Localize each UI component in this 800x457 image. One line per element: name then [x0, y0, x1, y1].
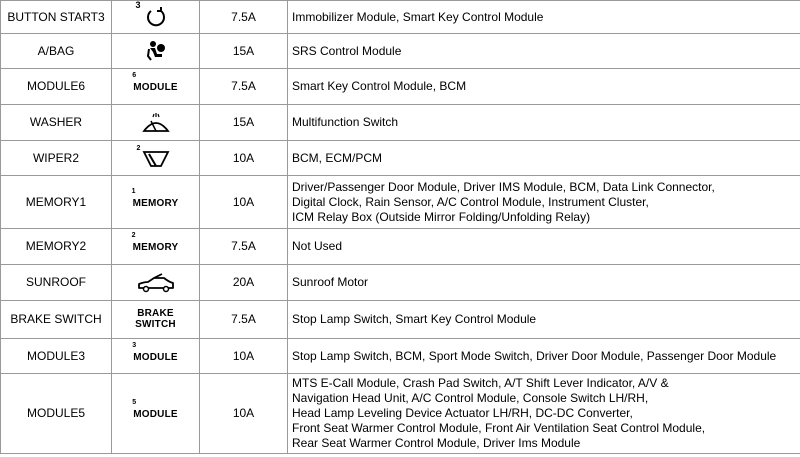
table-row — [1, 374, 800, 454]
fuse-amperage: 10A — [200, 339, 288, 374]
fuse-description: Sunroof Motor — [288, 265, 800, 301]
fuse-name: MEMORY1 — [1, 176, 112, 229]
fuse-name: BRAKE SWITCH — [1, 301, 112, 339]
table-row — [1, 1, 800, 34]
fuse-amperage: 7.5A — [200, 69, 288, 105]
fuse-name: A/BAG — [1, 34, 112, 69]
fuse-name: MODULE6 — [1, 69, 112, 105]
table-row — [1, 229, 800, 265]
table-row — [1, 176, 800, 229]
fuse-name: MODULE5 — [1, 374, 112, 454]
fuse-name: BUTTON START3 — [1, 1, 112, 34]
fuse-name: WIPER2 — [1, 141, 112, 176]
fuse-amperage: 20A — [200, 265, 288, 301]
windshield-wiper-icon: 2 — [141, 148, 171, 168]
fuse-symbol: 3 MODULE — [112, 339, 200, 374]
fuse-amperage: 10A — [200, 141, 288, 176]
fuse-symbol: 5 MODULE — [112, 374, 200, 454]
fuse-description: Multifunction Switch — [288, 105, 800, 141]
fuse-name: WASHER — [1, 105, 112, 141]
fuse-description: SRS Control Module — [288, 34, 800, 69]
table-row — [1, 69, 800, 105]
fuse-name: MEMORY2 — [1, 229, 112, 265]
fuse-symbol: 6 MODULE — [112, 69, 200, 105]
windshield-washer-icon — [142, 112, 170, 134]
table-row — [1, 339, 800, 374]
power-circle-arrow-icon: 3 — [145, 6, 167, 28]
fuse-symbol: 2 MEMORY — [112, 229, 200, 265]
fuse-description: Stop Lamp Switch, Smart Key Control Module — [288, 301, 800, 339]
fuse-description: Smart Key Control Module, BCM — [288, 69, 800, 105]
fuse-description: Stop Lamp Switch, BCM, Sport Mode Switch, Driver Door Module, Passenger Door Module — [288, 339, 800, 374]
fuse-symbol: 1 MEMORY — [112, 176, 200, 229]
fuse-amperage: 7.5A — [200, 1, 288, 34]
fuse-symbol — [112, 1, 200, 34]
sunroof-car-icon — [136, 273, 176, 293]
fuse-symbol — [112, 105, 200, 141]
fuse-description: Immobilizer Module, Smart Key Control Module — [288, 1, 800, 34]
fuse-amperage: 15A — [200, 105, 288, 141]
table-row — [1, 105, 800, 141]
table-row — [1, 34, 800, 69]
fuse-name: MODULE3 — [1, 339, 112, 374]
table-row — [1, 265, 800, 301]
fuse-description: BCM, ECM/PCM — [288, 141, 800, 176]
airbag-person-icon — [145, 40, 167, 62]
fuse-description: Driver/Passenger Door Module, Driver IMS Module, BCM, Data Link Connector, Digital Clock, Rain Sensor, A/C Control Module, Instrument Cluster, ICM Relay Box (Outside Mirror Folding/Unfolding Relay) — [288, 176, 800, 229]
fuse-amperage: 10A — [200, 176, 288, 229]
fuse-amperage: 10A — [200, 374, 288, 454]
fuse-description: MTS E-Call Module, Crash Pad Switch, A/T Shift Lever Indicator, A/V & Navigation Head Unit, A/C Control Module, Console Switch LH/RH, Head Lamp Leveling Device Actuator LH/RH, DC-DC Converter, Front Seat Warmer Control Module, Front Air Ventilation Seat Control Module, Rear Seat Warmer Control Module, Driver Ims Module — [288, 374, 800, 454]
fuse-amperage: 7.5A — [200, 301, 288, 339]
fuse-amperage: 15A — [200, 34, 288, 69]
fuse-symbol — [112, 34, 200, 69]
table-row — [1, 301, 800, 339]
table-row — [1, 141, 800, 176]
fuse-description: Not Used — [288, 229, 800, 265]
fuse-symbol — [112, 141, 200, 176]
fuse-symbol — [112, 265, 200, 301]
fuse-name: SUNROOF — [1, 265, 112, 301]
fuse-symbol: BRAKE SWITCH — [112, 301, 200, 339]
fuse-amperage: 7.5A — [200, 229, 288, 265]
